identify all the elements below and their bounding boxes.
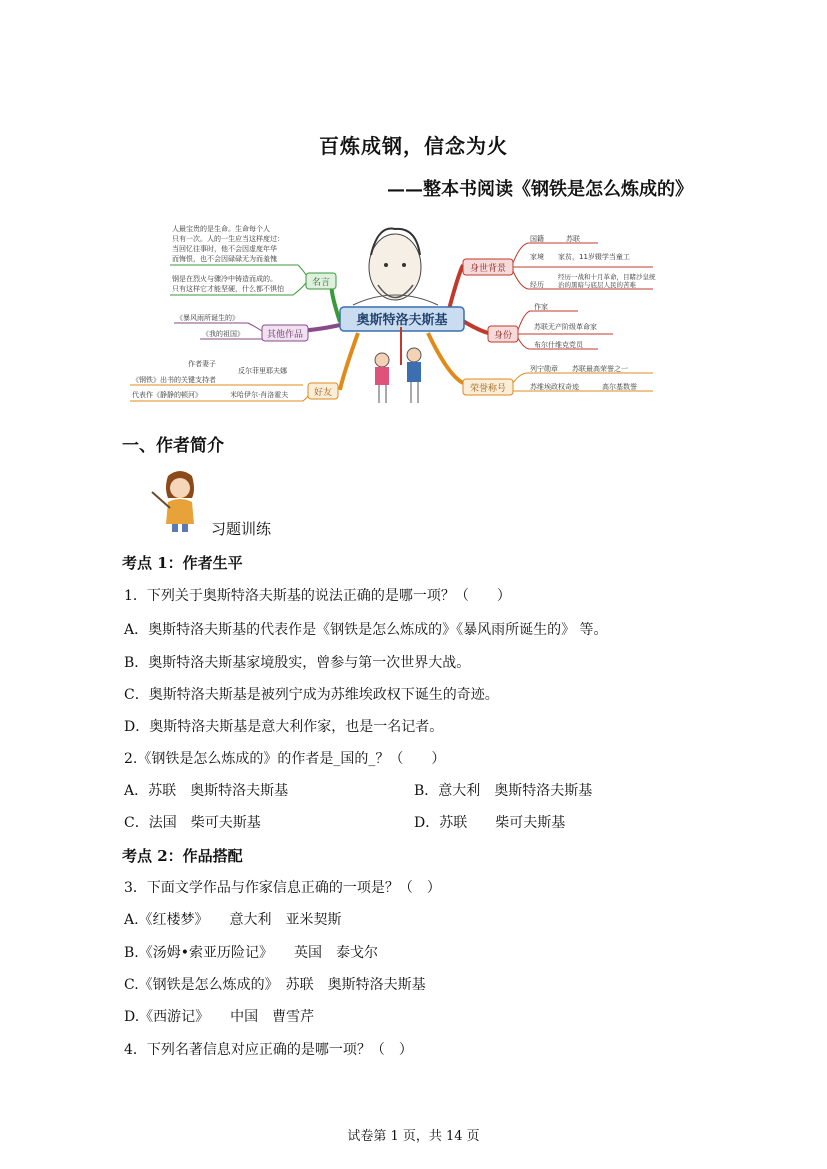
quote-line: 而悔恨，也不会因碌碌无为而羞愧 bbox=[172, 255, 277, 263]
friend-value: 反尔菲里耶夫娜 bbox=[238, 367, 287, 375]
question-3-option-a[interactable]: A.《红楼梦》 意大利 亚米契斯 bbox=[124, 912, 342, 928]
teacher-illustration bbox=[148, 468, 210, 532]
question-4-stem: 4．下列名著信息对应正确的是哪一项？（ ） bbox=[124, 1042, 413, 1058]
works-item: 《暴风雨所诞生的》 bbox=[176, 314, 239, 322]
question-1-option-c[interactable]: C．奥斯特洛夫斯基是被列宁成为苏维埃政权下诞生的奇迹。 bbox=[124, 687, 499, 703]
branch-quotes-label: 名言 bbox=[311, 278, 331, 288]
background-value: 苏联 bbox=[566, 235, 580, 243]
author-portrait-image bbox=[353, 229, 438, 305]
page-title: 百炼成钢，信念为火 bbox=[319, 134, 508, 158]
identity-item: 苏联无产阶级革命家 bbox=[534, 323, 597, 331]
friend-label: 作者妻子 bbox=[188, 360, 216, 368]
branch-identity-label: 身份 bbox=[493, 331, 513, 341]
question-1-option-d[interactable]: D．奥斯特洛夫斯基是意大利作家，也是一名记者。 bbox=[124, 719, 444, 735]
friend-value: 米哈伊尔·肖洛霍夫 bbox=[230, 391, 289, 399]
quote-line: 只有这样它才能坚硬，什么都不惧怕 bbox=[172, 285, 284, 293]
quote-line: 当回忆往事时，他不会因虚度年华 bbox=[172, 245, 277, 253]
honor-key: 列宁勋章 bbox=[530, 365, 558, 373]
question-3-stem: 3．下面文学作品与作家信息正确的一项是？（ ） bbox=[124, 880, 441, 896]
page-footer: 试卷第 1 页，共 14 页 bbox=[347, 1129, 480, 1144]
question-1-option-b[interactable]: B．奥斯特洛夫斯基家境殷实，曾参与第一次世界大战。 bbox=[124, 655, 471, 671]
mindmap-center-text: 奥斯特洛夫斯基 bbox=[356, 313, 448, 328]
background-key: 国籍 bbox=[530, 235, 544, 243]
page-subtitle: ——整本书阅读《钢铁是怎么炼成的》 bbox=[387, 179, 693, 200]
question-1-option-a[interactable]: A．奥斯特洛夫斯基的代表作是《钢铁是怎么炼成的》《暴风雨所诞生的》 等。 bbox=[124, 622, 608, 638]
branch-background-label: 身世背景 bbox=[469, 264, 507, 274]
question-2-option-b[interactable]: B．意大利 奥斯特洛夫斯基 bbox=[414, 783, 593, 799]
question-2-option-a[interactable]: A．苏联 奥斯特洛夫斯基 bbox=[124, 783, 289, 799]
honor-value: 苏联最高荣誉之一 bbox=[572, 365, 628, 373]
background-value: 家贫，11岁辍学当童工 bbox=[558, 253, 630, 261]
identity-item: 作家 bbox=[534, 303, 548, 311]
background-key: 经历 bbox=[530, 281, 544, 289]
branch-honors-label: 荣誉称号 bbox=[469, 384, 507, 394]
question-2-stem: 2.《钢铁是怎么炼成的》的作者是_国的_？（ ） bbox=[124, 751, 446, 767]
question-2-option-d[interactable]: D．苏联 柴可夫斯基 bbox=[414, 815, 566, 831]
question-3-option-d[interactable]: D.《西游记》 中国 曹雪芹 bbox=[124, 1009, 315, 1025]
branch-friends-label: 好友 bbox=[313, 388, 333, 398]
honor-value: 高尔基数誉 bbox=[602, 383, 637, 391]
mindmap-figure bbox=[128, 215, 658, 410]
question-3-option-b[interactable]: B.《汤姆•索亚历险记》 英国 泰戈尔 bbox=[124, 945, 378, 961]
background-key: 家境 bbox=[530, 253, 544, 261]
section-heading-author: 一、作者简介 bbox=[122, 436, 224, 456]
friend-label: 《钢铁》出书的关键支持者 bbox=[132, 376, 216, 384]
friend-label: 代表作《静静的顿河》 bbox=[132, 391, 202, 399]
quote-line: 只有一次。人的一生应当这样度过： bbox=[172, 235, 284, 243]
question-3-option-c[interactable]: C.《钢铁是怎么炼成的》 苏联 奥斯特洛夫斯基 bbox=[124, 977, 426, 993]
identity-item: 布尔什维克党员 bbox=[534, 341, 583, 349]
works-item: 《我的祖国》 bbox=[202, 330, 244, 338]
quote-line: 钢是在烈火与骤冷中铸造而成的。 bbox=[172, 275, 277, 283]
children-illustration bbox=[375, 327, 421, 403]
branch-works-label: 其他作品 bbox=[266, 330, 304, 340]
exercise-label: 习题训练 bbox=[211, 520, 272, 538]
point-heading-2: 考点 2：作品搭配 bbox=[122, 847, 243, 865]
question-1-stem: 1．下列关于奥斯特洛夫斯基的说法正确的是哪一项？（ ） bbox=[124, 588, 511, 604]
quote-line: 人最宝贵的是生命。生命每个人 bbox=[172, 225, 270, 233]
honor-key: 苏维埃政权奇迹 bbox=[530, 383, 579, 391]
background-value: 经历一战和十月革命，目睹沙皇统治的黑暗与底层人民的苦难 bbox=[558, 273, 656, 289]
question-2-option-c[interactable]: C．法国 柴可夫斯基 bbox=[124, 815, 261, 831]
point-heading-1: 考点 1：作者生平 bbox=[122, 554, 243, 572]
